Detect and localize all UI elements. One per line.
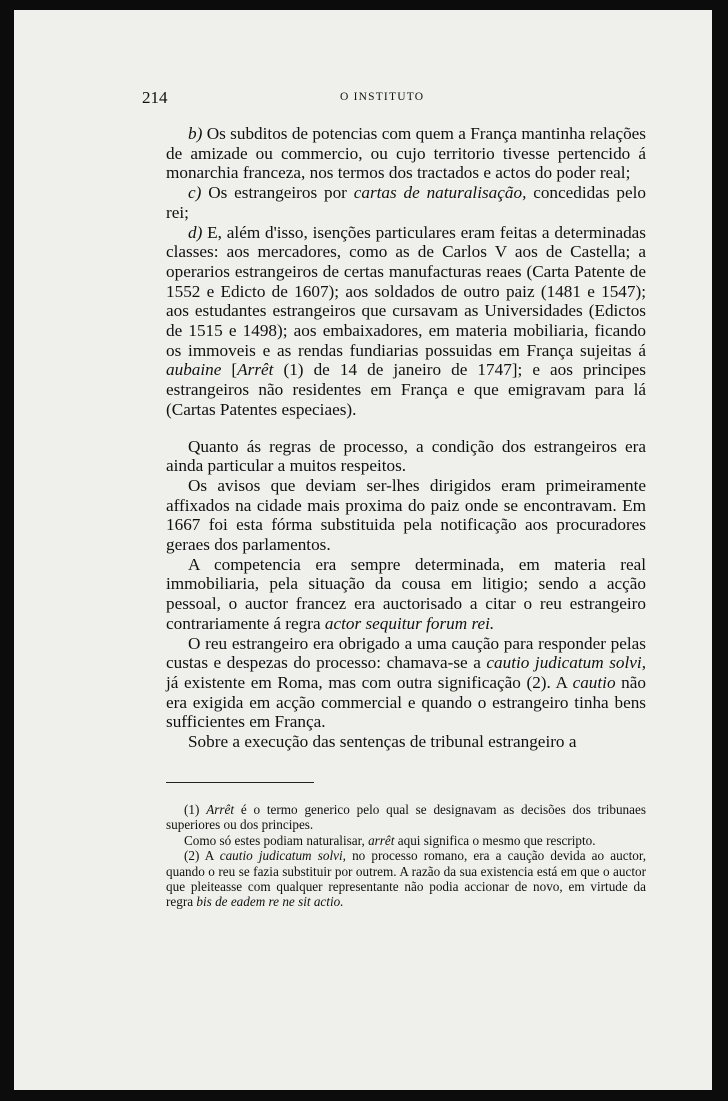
footnote-2-italic-maxim: bis de eadem re ne sit actio. — [196, 894, 344, 910]
italic-phrase: cartas de naturalisação, — [353, 183, 527, 203]
paragraph-caucao-end: não era exigida em acção commercial e quando o estrangeiro tinha bens sufficientes em França. — [166, 672, 646, 732]
italic-aubaine: aubaine — [166, 360, 222, 380]
paragraph-c-text: Os estrangeiros por — [201, 183, 354, 203]
body-text — [166, 124, 646, 752]
paragraph-processo: Quanto ás regras de processo, a condição dos estrangeiros era ainda particular a muitos respeitos. — [166, 436, 646, 476]
page-header — [142, 88, 592, 112]
paragraph-avisos: Os avisos que deviam ser-lhes dirigidos eram primeiramente affixados na cidade mais proxima do paiz onde se encontravam. Em 1667 foi esta fórma substituida pela notificação aos procuradores geraes dos parlamentos. — [166, 475, 646, 555]
paragraph-competencia-text: A competencia era sempre determinada, em materia real immobiliaria, pela situação da cousa em litigio; sendo a acção pessoal, o auctor francez era auctorisado a citar o reu estrangeiro contrariamente á regra — [166, 554, 646, 633]
italic-arret: Arrêt — [237, 360, 274, 380]
footnote-2 — [166, 848, 646, 910]
item-label-d: d) — [188, 222, 203, 242]
paragraph-caucao — [166, 634, 646, 733]
footnote-2-mark: (2) A — [184, 848, 220, 864]
paragraph-b-text: Os subditos de potencias com quem a França mantinha relações de amizade ou commercio, ou cujo territorio tivesse pertencido á monarchia franceza, nos termos dos tractados e actos do poder real; — [166, 124, 646, 183]
footnotes — [166, 802, 646, 910]
paragraph-execucao: Sobre a execução das sentenças de tribunal estrangeiro a — [188, 732, 577, 752]
footnote-1b-text-end: aqui significa o mesmo que rescripto. — [394, 832, 596, 848]
paragraph-caucao-text: O reu estrangeiro era obrigado a uma caução para responder pelas custas e despezas do processo: chamava-se a — [166, 633, 646, 673]
paragraph-c — [166, 183, 646, 222]
footnote-1 — [166, 802, 646, 833]
paragraph-c-text-end: concedidas pelo rei; — [166, 183, 646, 222]
running-head: O INSTITUTO — [340, 91, 425, 103]
item-label-c: c) — [188, 183, 202, 203]
paragraph-competencia — [166, 555, 646, 634]
item-label-b: b) — [188, 124, 203, 143]
paragraph-d-text-end: (1) de 14 de janeiro de 1747]; e aos principes estrangeiros não residentes em França e que emigravam para lá (Cartas Patentes especiaes). — [166, 360, 646, 419]
book-page — [14, 10, 712, 1090]
paragraph-d — [166, 223, 646, 420]
paragraph-caucao-mid: já existente em Roma, mas com outra significação (2). A — [166, 672, 573, 692]
paragraph-d-text: E, além d'isso, isenções particulares eram feitas a determinadas classes: aos mercadores, como as de Carlos V aos de Castella; a operarios estrangeiros de certas manufacturas reaes (Carta Patente de 1552 e Edicto de 1607); aos soldados de outro paiz (1481 e 1547); aos estudantes estrangeiros que cursavam as Universidades (Edictos de 1515 e 1498); aos embaixadores, em materia mobiliaria, ficando os immoveis e as rendas fundiarias possuidas em França sujeitas á — [166, 222, 646, 360]
footnote-2-italic: cautio judicatum solvi, — [219, 848, 346, 864]
italic-cautio: cautio — [572, 672, 616, 692]
footnote-1b-text: Como só estes podiam naturalisar, — [184, 832, 369, 848]
paragraph-d-bracket: [ — [221, 360, 238, 380]
paragraph-b — [166, 124, 646, 183]
footnote-1-text: é o termo generico pelo qual se designavam as decisões dos tribunaes superiores ou dos principes. — [166, 802, 646, 833]
footnote-1b-italic: arrêt — [368, 832, 395, 848]
footnote-rule — [166, 782, 314, 783]
italic-cautio-judicatum: cautio judicatum solvi, — [486, 653, 646, 673]
page-number: 214 — [142, 88, 168, 107]
footnote-2-text: no processo romano, era a caução devida ao auctor, quando o reu se fazia substituir por outrem. A razão da sua existencia está em que o auctor que pleiteasse com qualquer representante não podia accionar de novo, em virtude da regra — [166, 848, 646, 910]
footnote-1-continued — [166, 833, 646, 848]
footnote-1-mark: (1) — [184, 802, 207, 817]
footnote-1-italic: Arrêt — [206, 802, 235, 817]
italic-actor-sequitur: actor sequitur forum rei. — [324, 613, 495, 633]
